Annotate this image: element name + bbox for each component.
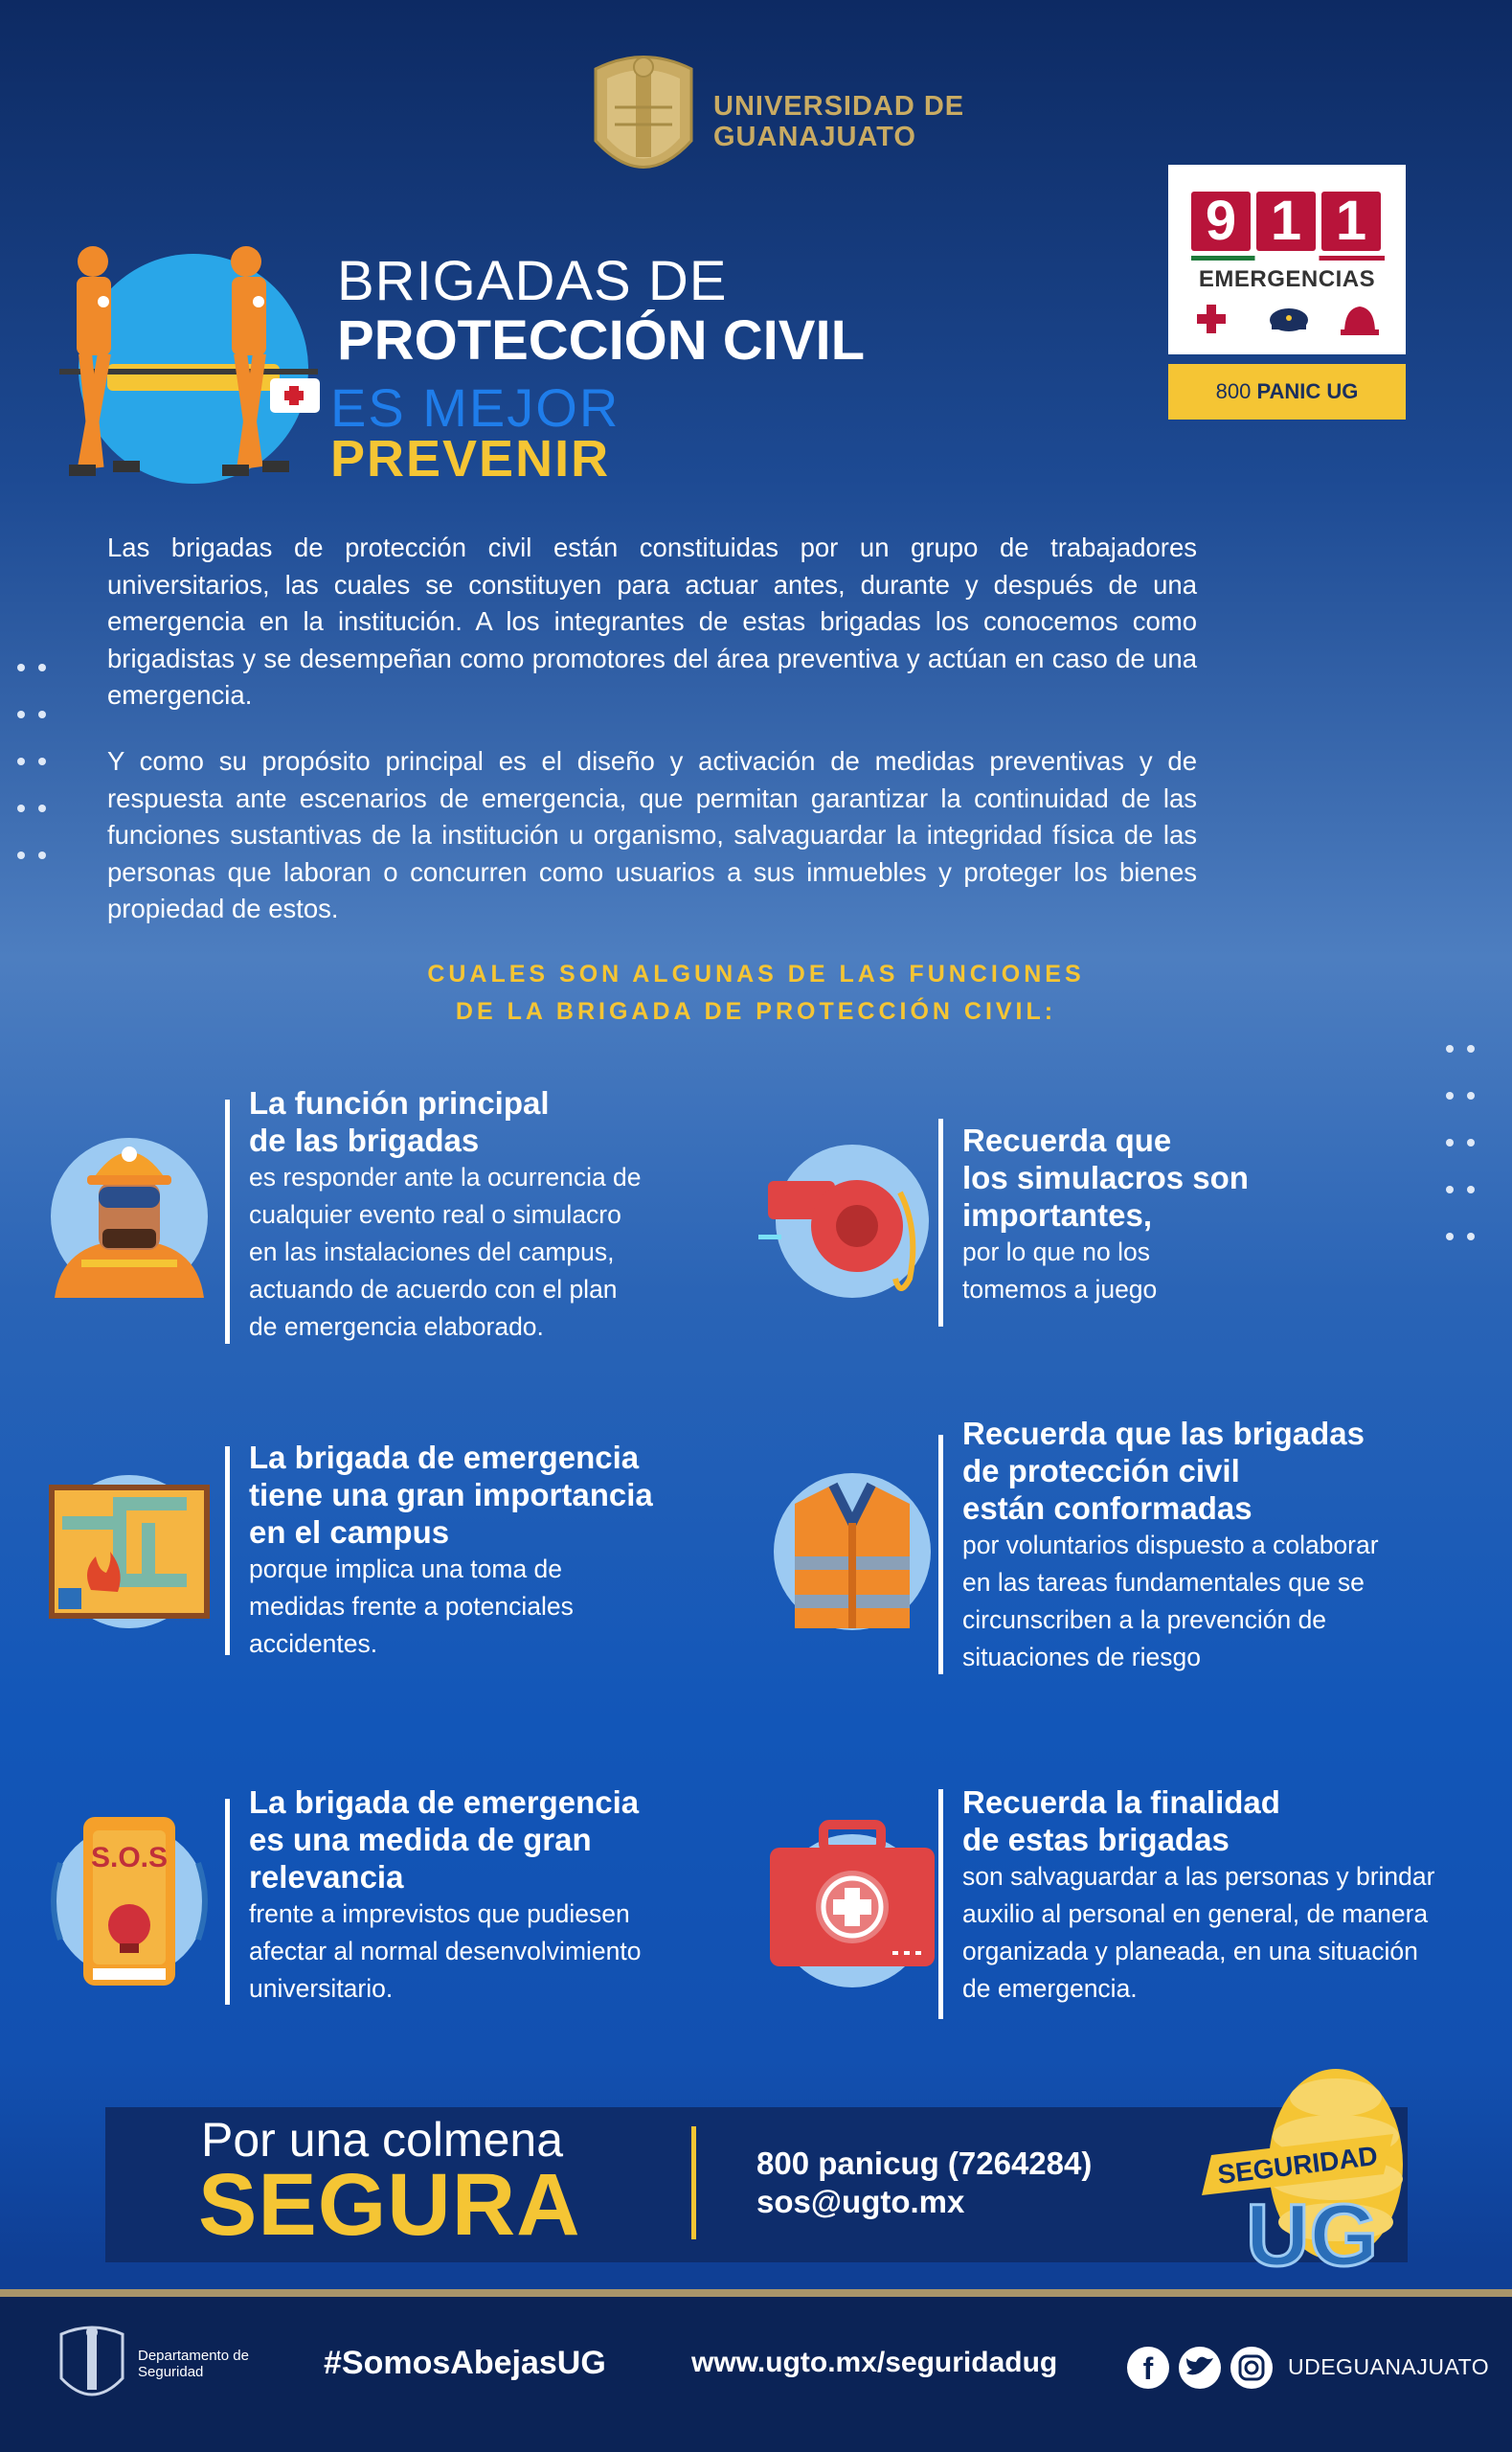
item-title-line: relevancia xyxy=(249,1859,404,1895)
svg-text:f: f xyxy=(1142,2351,1154,2386)
sos-phone-icon xyxy=(43,1815,215,1987)
item-body-line: universitario. xyxy=(249,1974,394,2003)
department-shield-logo xyxy=(56,2323,128,2409)
item-body-line: actuando de acuerdo con el plan xyxy=(249,1275,618,1304)
item-body xyxy=(962,1527,1479,1676)
item-body xyxy=(249,1551,728,1663)
item-title xyxy=(249,1783,728,1896)
item-title-line: en el campus xyxy=(249,1514,450,1550)
seguridad-ug-badge-icon xyxy=(1192,2059,1412,2275)
safety-vest-icon xyxy=(766,1465,938,1638)
item-title-line: importantes, xyxy=(962,1197,1153,1233)
evacuation-map-icon xyxy=(43,1465,215,1638)
university-name-line2: GUANAJUATO xyxy=(713,122,916,152)
badge-bottom-text: UG xyxy=(1246,2187,1378,2275)
item-divider xyxy=(225,1446,230,1655)
panic-prefix: 800 xyxy=(1215,379,1257,403)
instagram-icon[interactable] xyxy=(1230,2347,1273,2389)
item-body-line: situaciones de riesgo xyxy=(962,1643,1201,1671)
title-line4: PREVENIR xyxy=(330,430,611,488)
item-body-line: de emergencia elaborado. xyxy=(249,1312,544,1341)
item-body-line: es responder ante la ocurrencia de xyxy=(249,1163,642,1192)
svg-text:S.O.S: S.O.S xyxy=(90,1842,169,1873)
intro-paragraph-1: Las brigadas de protección civil están constituidas por un grupo de trabajadores universitarios, las cuales se constituyen para actuar antes, durante y después de una emergencia en la institución. A los integrantes de estas brigadas los conocemos como brigadistas y se desempeñan como promotores del área preventiva y actúan en caso de una emergencia. xyxy=(107,533,1197,710)
website-link[interactable]: www.ugto.mx/seguridadug xyxy=(691,2347,1058,2378)
item-title-line: Recuerda que xyxy=(962,1123,1172,1158)
item-title-line: Recuerda que las brigadas xyxy=(962,1416,1365,1451)
red-cross-icon xyxy=(1197,305,1226,333)
item-body xyxy=(249,1159,709,1346)
banner-line2: SEGURA xyxy=(198,2156,581,2254)
item-body-line: afectar al normal desenvolvimiento xyxy=(249,1937,642,1965)
item-body xyxy=(249,1896,728,2008)
banner-email[interactable]: sos@ugto.mx xyxy=(756,2184,965,2219)
item-body-line: en las instalaciones del campus, xyxy=(249,1237,615,1266)
item-title xyxy=(962,1122,1460,1234)
item-title-line: La brigada de emergencia xyxy=(249,1440,640,1475)
function-item-1 xyxy=(249,1084,709,1346)
title-line2: PROTECCIÓN CIVIL xyxy=(337,309,866,372)
item-body-line: auxilio al personal en general, de manera xyxy=(962,1899,1429,1928)
whistle-icon xyxy=(756,1135,929,1307)
social-icons xyxy=(1125,2345,1278,2391)
item-body-line: accidentes. xyxy=(249,1629,378,1658)
hashtag: #SomosAbejasUG xyxy=(324,2345,606,2381)
facebook-icon[interactable] xyxy=(1127,2347,1169,2389)
function-item-5 xyxy=(249,1783,728,2008)
item-title-line: La función principal xyxy=(249,1085,550,1121)
item-title xyxy=(962,1415,1479,1527)
university-shield-logo xyxy=(586,50,701,193)
item-title xyxy=(249,1084,709,1159)
social-handle[interactable]: UDEGUANAJUATO xyxy=(1288,2354,1490,2379)
decorative-dots-left xyxy=(17,664,63,898)
department-line1: Departamento de xyxy=(138,2348,249,2364)
emergency-label: EMERGENCIAS xyxy=(1198,266,1376,292)
emergency-services-icons xyxy=(1191,301,1383,339)
item-body-line: son salvaguardar a las personas y brindar xyxy=(962,1862,1435,1891)
item-body-line: de emergencia. xyxy=(962,1974,1138,2003)
item-title-line: de protección civil xyxy=(962,1453,1240,1488)
twitter-icon[interactable] xyxy=(1179,2347,1221,2389)
item-title-line: de las brigadas xyxy=(249,1123,480,1158)
item-body xyxy=(962,1858,1499,2008)
function-item-4 xyxy=(962,1415,1479,1676)
item-title xyxy=(249,1439,728,1551)
emergency-911-logo xyxy=(1168,165,1406,354)
emergency-digits xyxy=(1191,192,1381,251)
digit-9: 9 xyxy=(1191,192,1251,251)
item-title xyxy=(962,1783,1499,1858)
function-item-3 xyxy=(249,1439,728,1663)
function-item-2 xyxy=(962,1122,1460,1308)
item-body-line: medidas frente a potenciales xyxy=(249,1592,574,1621)
item-body-line: organizada y planeada, en una situación xyxy=(962,1937,1418,1965)
department-line2: Seguridad xyxy=(138,2364,204,2380)
item-title-line: están conformadas xyxy=(962,1490,1252,1526)
item-body-line: frente a imprevistos que pudiesen xyxy=(249,1899,630,1928)
digit-1: 1 xyxy=(1256,192,1316,251)
item-body-line: por lo que no los xyxy=(962,1237,1150,1266)
item-title-line: Recuerda la finalidad xyxy=(962,1784,1280,1820)
functions-heading xyxy=(0,956,1512,1031)
first-aid-kit-icon xyxy=(766,1815,938,1987)
item-divider xyxy=(225,1100,230,1344)
university-name xyxy=(713,91,964,152)
item-body-line: circunscriben a la prevención de xyxy=(962,1605,1327,1634)
university-name-line1: UNIVERSIDAD DE xyxy=(713,91,965,122)
department-name xyxy=(138,2348,249,2380)
panic-bold: PANIC UG xyxy=(1256,379,1359,403)
intro-paragraph-2: Y como su propósito principal es el diseño y activación de medidas preventivas y de respuesta ante escenarios de emergencia, que permitan garantizar la continuidad de las funciones sustantivas de la institución u organismo, salvaguardar la integridad física de las personas que laboran o concurren como usuarios a sus inmuebles y proteger los bienes propiedad de estos. xyxy=(107,746,1197,923)
functions-heading-line1: CUALES SON ALGUNAS DE LAS FUNCIONES xyxy=(427,961,1085,988)
item-divider xyxy=(938,1789,943,2019)
item-body-line: por voluntarios dispuesto a colaborar xyxy=(962,1531,1379,1559)
banner-line1: Por una colmena xyxy=(201,2113,564,2167)
banner-separator xyxy=(691,2126,696,2239)
police-cap-icon xyxy=(1270,308,1308,331)
title-line1: BRIGADAS DE xyxy=(337,250,728,312)
item-body-line: porque implica una toma de xyxy=(249,1555,563,1583)
item-divider xyxy=(938,1119,943,1327)
banner-phone[interactable]: 800 panicug (7264284) xyxy=(756,2146,1093,2181)
badge-top-text: SEGURIDAD xyxy=(1215,2140,1380,2191)
fire-helmet-icon xyxy=(1341,306,1379,335)
item-body-line: en las tareas fundamentales que se xyxy=(962,1568,1365,1597)
item-body-line: cualquier evento real o simulacro xyxy=(249,1200,621,1229)
panic-ug-tag xyxy=(1168,364,1406,420)
title-line3: ES MEJOR xyxy=(330,377,621,438)
item-body-line: tomemos a juego xyxy=(962,1275,1158,1304)
item-title-line: de estas brigadas xyxy=(962,1822,1230,1857)
flag-stripe xyxy=(1191,256,1385,261)
functions-heading-line2: DE LA BRIGADA DE PROTECCIÓN CIVIL: xyxy=(455,998,1057,1025)
item-title-line: tiene una gran importancia xyxy=(249,1477,653,1512)
brigadistas-stretcher-illustration xyxy=(50,235,327,503)
item-title-line: es una medida de gran xyxy=(249,1822,592,1857)
item-title-line: La brigada de emergencia xyxy=(249,1784,640,1820)
function-item-6 xyxy=(962,1783,1499,2008)
item-title-line: los simulacros son xyxy=(962,1160,1249,1195)
item-divider xyxy=(225,1799,230,2005)
digit-1b: 1 xyxy=(1321,192,1381,251)
item-body xyxy=(962,1234,1460,1308)
item-divider xyxy=(938,1435,943,1674)
firefighter-icon xyxy=(43,1125,215,1298)
